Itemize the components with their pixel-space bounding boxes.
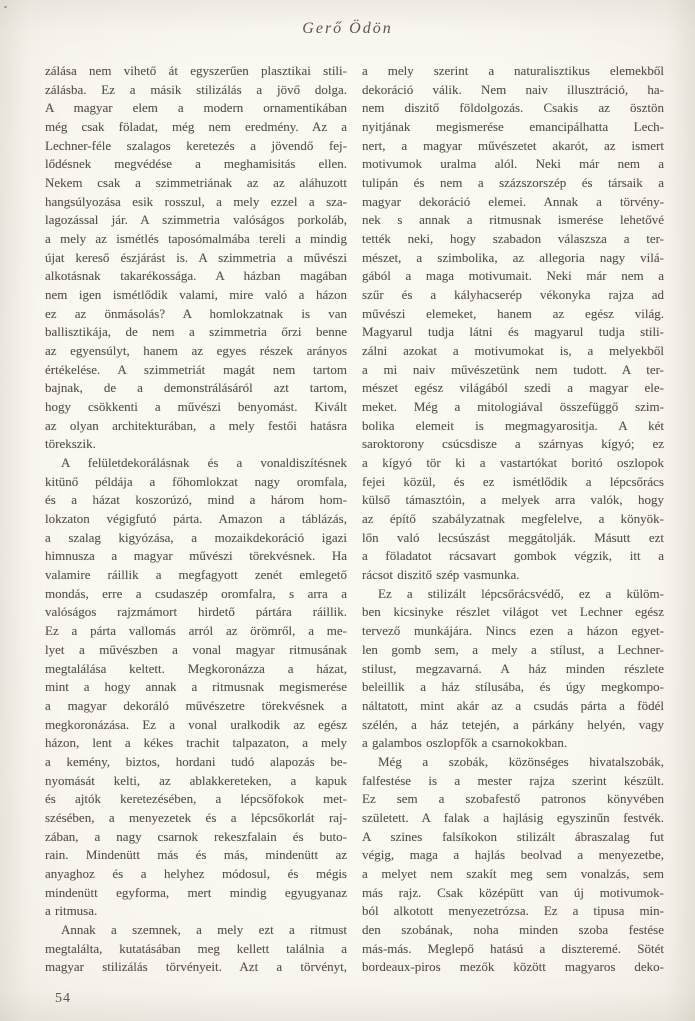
text-line: a galambos oszlopfők a csarnokokban. xyxy=(362,735,568,751)
text-line: meket. Még a mitologiával összefüggő szim- xyxy=(362,399,664,415)
text-line: a mely az ismétlés taposómalmába tereli a mindig xyxy=(45,231,347,247)
text-line: valamire ráillik a megfagyott zenét emlegető xyxy=(45,567,347,583)
text-line: nyitjának megismerése emancipálhatta Lech- xyxy=(362,119,664,135)
text-line: A szines falsíkokon stilizált ábraszalag fut xyxy=(362,828,664,844)
left-column xyxy=(45,62,347,977)
text-line: lőn való lecsúszást meggátolják. Másutt ezt xyxy=(362,529,664,545)
text-line: bajnak, de a demonstrálásáról azt tartom, xyxy=(45,380,347,396)
text-line: náltatott, mint akár az a csudás párta a födél xyxy=(362,697,664,713)
text-line: den szobának, noha minden szoba festése xyxy=(362,921,664,937)
text-line: hangsúlyozása esik rosszul, a mely ezzel a sza- xyxy=(45,193,347,209)
text-line: és a házat koszorúzó, mind a három hom- xyxy=(45,492,347,508)
text-line: Még a szobák, közönséges hivatalszobák, xyxy=(378,753,664,769)
text-line: lyet a művészben a vonal magyar ritmusának xyxy=(45,641,347,657)
scan-speck xyxy=(4,6,7,8)
text-line: len gomb sem, a mely a stílust, a Lechner- xyxy=(362,641,664,657)
page-number: 54 xyxy=(55,991,71,1006)
text-line: zában, a nagy csarnok rekeszfalain és buto- xyxy=(45,828,347,844)
text-line: mészet, a szimbolika, az allegoria nagy vilá- xyxy=(362,249,664,265)
text-line: a mi naiv művészetünk nem tudott. A ter- xyxy=(362,361,664,377)
text-line: a kígyó tör ki a vastartókat boritó oszlopok xyxy=(362,455,664,471)
right-column xyxy=(362,62,664,977)
text-line: gából a maga motivumait. Neki már nem a xyxy=(362,268,664,284)
text-line: megtalálta, kutatásában meg kellett találnia a xyxy=(45,940,347,956)
text-line: kitünő példája a főhomlokzat nagy oromfala, xyxy=(45,473,347,489)
text-line: a melyet nem szakít meg sem vonalzás, sem xyxy=(362,865,664,881)
text-line: és ajtók keretezésében, a lépcsőfokok met- xyxy=(45,791,347,807)
text-line: tervező munkájára. Nincs ezen a házon egyet- xyxy=(362,623,664,639)
text-line: művészi elemeket, hanem az egész világ. xyxy=(362,305,664,321)
text-line: újat kereső észjárást is. A szimmetria a művészi xyxy=(45,249,347,265)
text-line: A felületdekorálásnak és a vonaldiszítésnek xyxy=(61,455,347,471)
text-line: megkoronázása. Ez a vonal uralkodik az egész xyxy=(45,716,347,732)
text-line: saroktorony csúcsdisze a szárnyas kígyó; ez xyxy=(362,436,664,452)
text-line: falfestése is a mester rajza szerint készült. xyxy=(362,772,664,788)
text-line: fejei közül, és ez ismétlődik a lépcsőrács xyxy=(362,473,664,489)
text-line: Annak a szemnek, a mely ezt a ritmust xyxy=(61,921,347,937)
text-line: Ez a stilizált lépcsőrácsvédő, ez a külöm- xyxy=(378,585,664,601)
text-line: a ritmusa. xyxy=(45,903,98,919)
text-line: anyaghoz és a helyhez módosul, és mégis xyxy=(45,865,347,881)
text-line: valóságos rajzmámort hirdető pártára ráillik. xyxy=(45,604,347,620)
text-line: ballisztikája, de nem a szimmetria őrzi benne xyxy=(45,324,347,340)
text-line: nert, a magyar művészetet akarót, az ismert xyxy=(362,137,664,153)
text-line: lődésnek megvédése a meghamisitás ellen. xyxy=(45,156,347,172)
text-line: nem diszitő földolgozás. Csakis az ösztön xyxy=(362,100,664,116)
text-line: zálni azokat a motivumokat is, a melyekből xyxy=(362,343,664,359)
text-line: Ez sem a szobafestő patronos könyvében xyxy=(362,791,664,807)
text-line: Nekem csak a szimmetriának az az aláhuzott xyxy=(45,175,347,191)
text-line: ból alkotott menyezetrózsa. Ez a tipusa min- xyxy=(362,903,664,919)
text-line: zálásba. Ez a másik stilizálás a jövő dolga. xyxy=(45,81,347,97)
text-line: a mely szerint a naturalisztikus elemekből xyxy=(362,63,664,78)
text-line: nek s annak a ritmusnak ismerése lehetővé xyxy=(362,212,664,228)
text-line: az egyensúlyt, hanem az egyes részek arányos xyxy=(45,343,347,359)
text-line: szélén, a ház tetején, a párkány helyén, vagy xyxy=(362,716,664,732)
text-line: motivumok uralma alól. Neki már nem a xyxy=(362,156,664,172)
text-line: szűr és a kályhacserép vékonyka rajza ad xyxy=(362,287,664,303)
text-line: végig, maga a hajlás beolvad a menyezetbe, xyxy=(362,847,664,863)
text-line: bordeaux-piros mezők között magyaros deko- xyxy=(362,959,664,975)
text-line: az olyan architekturában, a mely festői hatásra xyxy=(45,417,347,433)
text-line: a szalag kigyózása, a mozaikdekoráció igazi xyxy=(45,529,347,545)
text-columns xyxy=(45,62,664,977)
text-line: még csak föladat, még nem eredmény. Az a xyxy=(45,119,347,135)
text-line: nem igen ismétlődik valami, mire való a házon xyxy=(45,287,347,303)
text-line: szésében, a menyezetek és a lépcsőkorlát raj- xyxy=(45,809,347,825)
text-line: lagozással jár. A szimmetria valóságos porkoláb, xyxy=(45,212,347,228)
text-line: értékelése. A szimmetriát magát nem tartom xyxy=(45,361,347,377)
text-line: zálása nem vihető át egyszerűen plasztikai stili- xyxy=(45,63,347,78)
text-line: dekoráció válik. Nem naiv illusztráció, ha- xyxy=(362,81,664,97)
text-line: rácsot diszitő szép vasmunka. xyxy=(362,567,520,583)
page-header-author: Gerő Ödön xyxy=(302,20,393,37)
text-line: megtalálása keltett. Megkoronázza a házat, xyxy=(45,660,347,676)
text-line: ez az önmásolás? A homlokzatnak is van xyxy=(45,305,347,321)
text-line: törekszik. xyxy=(45,436,96,452)
text-line: mindenütt egyforma, mert mindig egyugyanaz xyxy=(45,884,347,900)
text-line: bolika elemeit is megmagyarositja. A két xyxy=(362,417,664,433)
text-line: alkotásnak takarékossága. A házban magában xyxy=(45,268,347,284)
text-line: Lechner-féle szalagos keretezés a jövendő fej- xyxy=(45,137,347,153)
text-line: hogy csökkenti a művészi benyomást. Kivált xyxy=(45,399,347,415)
text-line: ben kicsinyke részlet világot vet Lechner egész xyxy=(362,604,664,620)
text-line: tulipán és nem a százszorszép és társaik a xyxy=(362,175,664,191)
text-line: stilust, megzavarná. A ház minden részlete xyxy=(362,660,664,676)
text-line: külső támasztóin, a melyek arra valók, hogy xyxy=(362,492,664,508)
text-line: a magyar dekoráló művészetre törekvésnek a xyxy=(45,697,347,713)
text-line: rain. Mindenütt más és más, mindenütt az xyxy=(45,847,347,863)
text-line: beleillik a ház stílusába, és úgy megkompo- xyxy=(362,679,664,695)
text-line: tették neki, hogy szabadon válaszsza a ter- xyxy=(362,231,664,247)
text-line: mészet egész világából szedi a magyar ele- xyxy=(362,380,664,396)
text-line: a kemény, biztos, hordani tudó alapozás be- xyxy=(45,753,347,769)
text-line: mondás, erre a csudaszép oromfalra, s arra a xyxy=(45,585,347,601)
text-line: lokzaton végigfutó párta. Amazon a táblázás, xyxy=(45,511,347,527)
text-line: A magyar elem a modern ornamentikában xyxy=(45,100,347,116)
text-line: az építő szabályzatnak megfelelve, a könyök- xyxy=(362,511,664,527)
text-line: Magyarul tudja látni és magyarul tudja stili- xyxy=(362,324,664,340)
text-line: a föladatot rácsavart gombok végzik, itt a xyxy=(362,548,664,564)
text-line: más rajz. Csak középütt van új motivumok- xyxy=(362,884,664,900)
text-line: himnusza a magyar művészi törekvésnek. Ha xyxy=(45,548,347,564)
text-line: magyar stilizálás törvényeit. Azt a törvényt, xyxy=(45,959,347,975)
text-line: magyar dekoráció elemei. Annak a törvény- xyxy=(362,193,664,209)
text-line: Ez a párta vallomás arról az örömről, a me- xyxy=(45,623,347,639)
text-line: született. A falak a hajlásig egyszinűn festvék. xyxy=(362,809,664,825)
text-line: más-más. Meglepő hatású a diszteremé. Sötét xyxy=(362,940,664,956)
text-line: mint a hogy annak a ritmusnak megismerése xyxy=(45,679,347,695)
text-line: nyomását kelti, az ablakkereteken, a kapuk xyxy=(45,772,347,788)
text-line: házon, lent a kékes trachit talpazaton, a mely xyxy=(45,735,347,751)
